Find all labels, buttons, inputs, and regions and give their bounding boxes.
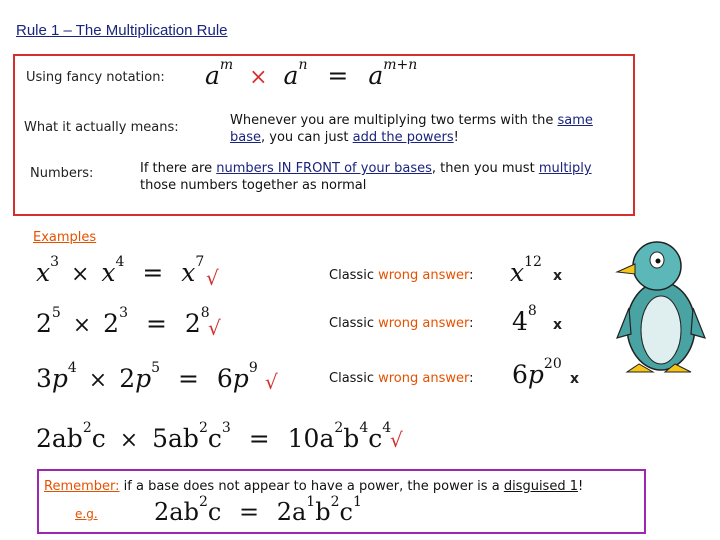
ex3-wrong-colon: :: [469, 371, 474, 386]
rem-lhs-c: c: [207, 498, 222, 526]
ex2-wrong-exp: 8: [527, 303, 537, 319]
ex2-cross-icon: x: [553, 317, 563, 333]
numbers-label: Numbers:: [30, 166, 94, 181]
ex2-equals: =: [145, 309, 167, 338]
remember-lead: Remember:: [44, 479, 120, 494]
meaning-text: [230, 112, 630, 146]
ex4-term-2-c-exp: 3: [221, 420, 231, 436]
ex4-term-2: 5ab: [152, 424, 199, 453]
rem-rhs-b-exp: 2: [330, 494, 340, 510]
ex1-wrong-exp: 12: [524, 254, 542, 270]
ex2-wrong-label: [329, 316, 473, 331]
rule-a2: a: [283, 61, 299, 90]
numbers-part-2: , then you must: [431, 161, 539, 176]
example-2-equation: [36, 305, 210, 338]
ex2-exp-2: 3: [119, 305, 128, 321]
ex4-term-2-exp: 2: [198, 420, 208, 436]
ex1-equals: =: [142, 258, 164, 287]
examples-label: Examples: [33, 230, 97, 245]
ex3-wrong-coef: 6: [512, 360, 528, 389]
ex4-equals: =: [248, 424, 270, 453]
ex3-wrong-answer: [512, 356, 562, 389]
rem-lhs-exp: 2: [198, 494, 208, 510]
rem-rhs-c-exp: 1: [352, 494, 362, 510]
ex3-coef-2: 2: [119, 364, 136, 393]
fancy-notation-label: Using fancy notation:: [26, 70, 165, 85]
rem-equals: =: [238, 498, 260, 526]
disguised-one-text: disguised 1: [503, 479, 578, 494]
ex3-base-2: p: [135, 364, 152, 393]
ex2-wrong-base: 4: [512, 307, 528, 336]
ex2-wrong-text: wrong answer: [378, 316, 470, 331]
ex3-exp-2: 5: [151, 360, 161, 376]
ex4-term-2-c: c: [207, 424, 222, 453]
ex3-wrong-base: p: [527, 360, 544, 389]
ex3-wrong-classic: Classic: [329, 371, 379, 386]
example-1-equation: [36, 254, 205, 287]
ex3-result-exp: 9: [248, 360, 258, 376]
ex4-result-a: 10a: [287, 424, 335, 453]
ex1-wrong-text: wrong answer: [378, 268, 470, 283]
ex1-result-exp: 7: [195, 254, 205, 270]
ex3-tick-icon: √: [265, 370, 278, 394]
penguin-illustration: [605, 238, 717, 373]
ex4-result-b: b: [343, 424, 360, 453]
ex4-term-1-exp: 2: [82, 420, 92, 436]
ex1-base-2: x: [101, 258, 116, 287]
rem-rhs-b: b: [315, 498, 331, 526]
ex4-term-1: 2ab: [36, 424, 83, 453]
meaning-part-2: , you can just: [261, 130, 353, 145]
ex3-times: ×: [88, 368, 108, 393]
ex3-result-base: p: [232, 364, 249, 393]
rule-equals: =: [327, 61, 349, 90]
ex3-wrong-label: [329, 371, 473, 386]
remember-text: [44, 478, 644, 495]
rule-mpn: m+n: [383, 57, 418, 73]
same-base-text: same base: [230, 113, 593, 145]
add-powers-text: add the powers: [352, 130, 454, 145]
remember-part-2: !: [577, 479, 584, 494]
numbers-text: [140, 160, 620, 194]
ex1-wrong-base: x: [510, 258, 525, 287]
ex3-base-1: p: [51, 364, 68, 393]
ex2-exp-1: 5: [51, 305, 61, 321]
ex2-base-1: 2: [36, 309, 52, 338]
rem-rhs-a: 2a: [276, 498, 307, 526]
ex2-wrong-classic: Classic: [329, 316, 379, 331]
meaning-part-3: !: [453, 130, 459, 145]
ex3-exp-1: 4: [67, 360, 77, 376]
ex1-base-1: x: [36, 258, 51, 287]
ex2-wrong-answer: [512, 303, 537, 336]
ex2-result-exp: 8: [200, 305, 210, 321]
ex4-tick-icon: √: [390, 428, 403, 452]
numbers-part-3: those numbers together as normal: [140, 178, 367, 193]
remember-example: [154, 494, 362, 526]
meaning-part-1: Whenever you are multiplying two terms with the: [230, 113, 558, 128]
ex1-wrong-answer: [510, 254, 542, 287]
ex2-result-base: 2: [184, 309, 201, 338]
ex1-tick-icon: √: [206, 266, 219, 290]
ex1-wrong-classic: Classic: [329, 268, 379, 283]
page-title: Rule 1 – The Multiplication Rule: [16, 22, 228, 39]
ex4-term-1-c: c: [91, 424, 106, 453]
ex3-wrong-exp: 20: [543, 356, 562, 372]
ex2-tick-icon: √: [208, 316, 221, 340]
ex1-exp-2: 4: [115, 254, 125, 270]
ex1-times: ×: [70, 262, 90, 287]
ex3-cross-icon: x: [570, 371, 580, 387]
ex4-result-c-exp: 4: [382, 420, 392, 436]
ex3-coef-1: 3: [36, 364, 52, 393]
example-4-equation: [36, 420, 392, 453]
multiply-text: multiply: [538, 161, 592, 176]
ex4-times: ×: [119, 428, 139, 453]
rule-a3: a: [368, 61, 384, 90]
ex3-wrong-text: wrong answer: [378, 371, 470, 386]
ex4-result-c: c: [368, 424, 383, 453]
ex2-times: ×: [72, 313, 92, 338]
ex3-equals: =: [177, 364, 199, 393]
rule-m: m: [219, 57, 234, 73]
example-3-equation: [36, 360, 258, 393]
ex4-result-b-exp: 4: [359, 420, 369, 436]
ex2-wrong-colon: :: [469, 316, 474, 331]
ex3-result-coef: 6: [216, 364, 233, 393]
ex4-result-a-exp: 2: [334, 420, 344, 436]
rule-times: ×: [249, 65, 268, 90]
numbers-in-front-text: numbers IN FRONT of your bases: [216, 161, 432, 176]
meaning-label: What it actually means:: [24, 120, 179, 135]
rem-rhs-c: c: [339, 498, 353, 526]
remember-part-1: if a base does not appear to have a power, the power is a: [119, 479, 504, 494]
numbers-part-1: If there are: [140, 161, 217, 176]
eg-label: e.g.: [75, 507, 98, 521]
ex1-wrong-colon: :: [469, 268, 474, 283]
ex1-result-base: x: [181, 258, 196, 287]
ex1-exp-1: 3: [50, 254, 60, 270]
rem-rhs-a-exp: 1: [306, 494, 316, 510]
ex1-wrong-label: [329, 268, 473, 283]
ex1-cross-icon: x: [553, 268, 563, 284]
rule-a1: a: [205, 61, 220, 90]
ex2-base-2: 2: [103, 309, 120, 338]
rule-n: n: [298, 57, 308, 73]
rule-formula: [205, 57, 418, 90]
rem-lhs: 2ab: [154, 498, 199, 526]
